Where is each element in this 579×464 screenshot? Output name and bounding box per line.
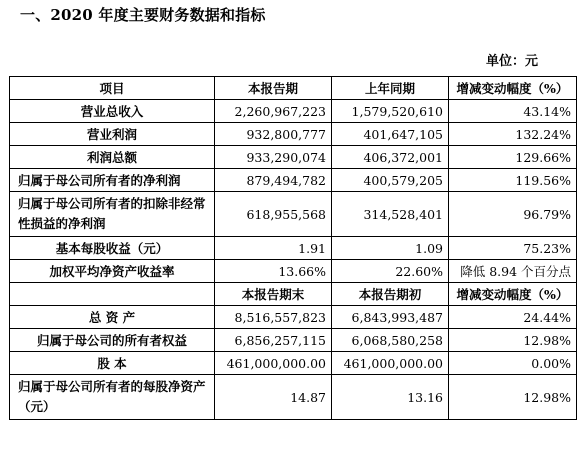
table-row	[10, 192, 577, 237]
row-label: 总 资 产	[10, 306, 215, 329]
current-value: 618,955,568	[215, 192, 332, 237]
financial-data-table	[9, 76, 577, 420]
table-row	[10, 237, 577, 260]
current-value: 2,260,967,223	[215, 100, 332, 123]
prior-value: 461,000,000.00	[332, 352, 449, 375]
change-value: 12.98%	[449, 329, 577, 352]
current-value: 14.87	[215, 375, 332, 420]
row-label: 营业总收入	[10, 100, 215, 123]
row-label: 加权平均净资产收益率	[10, 260, 215, 283]
change-value: 119.56%	[449, 169, 577, 192]
change-value: 12.98%	[449, 375, 577, 420]
row-label: 利润总额	[10, 146, 215, 169]
table-row	[10, 306, 577, 329]
row-label: 基本每股收益（元）	[10, 237, 215, 260]
table-row	[10, 100, 577, 123]
prior-value: 314,528,401	[332, 192, 449, 237]
subheader-item	[10, 283, 215, 306]
table-row	[10, 329, 577, 352]
table-subheader-row	[10, 283, 577, 306]
header-item: 项目	[10, 77, 215, 100]
current-value: 13.66%	[215, 260, 332, 283]
prior-value: 13.16	[332, 375, 449, 420]
current-value: 932,800,777	[215, 123, 332, 146]
subheader-period-start: 本报告期初	[332, 283, 449, 306]
prior-value: 1,579,520,610	[332, 100, 449, 123]
header-current-period: 本报告期	[215, 77, 332, 100]
prior-value: 22.60%	[332, 260, 449, 283]
table-header-row	[10, 77, 577, 100]
prior-value: 6,068,580,258	[332, 329, 449, 352]
change-value: 96.79%	[449, 192, 577, 237]
prior-value: 1.09	[332, 237, 449, 260]
current-value: 6,856,257,115	[215, 329, 332, 352]
unit-label: 单位：元	[485, 54, 538, 69]
row-label: 营业利润	[10, 123, 215, 146]
change-value: 129.66%	[449, 146, 577, 169]
current-value: 933,290,074	[215, 146, 332, 169]
change-value: 24.44%	[449, 306, 577, 329]
table-row	[10, 375, 577, 420]
row-label: 归属于母公司所有者的扣除非经常性损益的净利润	[10, 192, 215, 237]
table-row	[10, 352, 577, 375]
row-label: 股 本	[10, 352, 215, 375]
row-label: 归属于母公司的所有者权益	[10, 329, 215, 352]
change-value: 降低 8.94 个百分点	[449, 260, 577, 283]
table-row	[10, 169, 577, 192]
prior-value: 400,579,205	[332, 169, 449, 192]
header-change: 增减变动幅度（%）	[449, 77, 577, 100]
change-value: 75.23%	[449, 237, 577, 260]
change-value: 43.14%	[449, 100, 577, 123]
prior-value: 6,843,993,487	[332, 306, 449, 329]
table-row	[10, 146, 577, 169]
prior-value: 401,647,105	[332, 123, 449, 146]
current-value: 8,516,557,823	[215, 306, 332, 329]
current-value: 1.91	[215, 237, 332, 260]
current-value: 879,494,782	[215, 169, 332, 192]
section-heading: 一、2020 年度主要财务数据和指标	[20, 6, 266, 24]
prior-value: 406,372,001	[332, 146, 449, 169]
header-prior-period: 上年同期	[332, 77, 449, 100]
current-value: 461,000,000.00	[215, 352, 332, 375]
table-row	[10, 260, 577, 283]
subheader-period-end: 本报告期末	[215, 283, 332, 306]
table-row	[10, 123, 577, 146]
row-label: 归属于母公司所有者的净利润	[10, 169, 215, 192]
change-value: 0.00%	[449, 352, 577, 375]
row-label: 归属于母公司所有者的每股净资产（元）	[10, 375, 215, 420]
change-value: 132.24%	[449, 123, 577, 146]
subheader-change: 增减变动幅度（%）	[449, 283, 577, 306]
